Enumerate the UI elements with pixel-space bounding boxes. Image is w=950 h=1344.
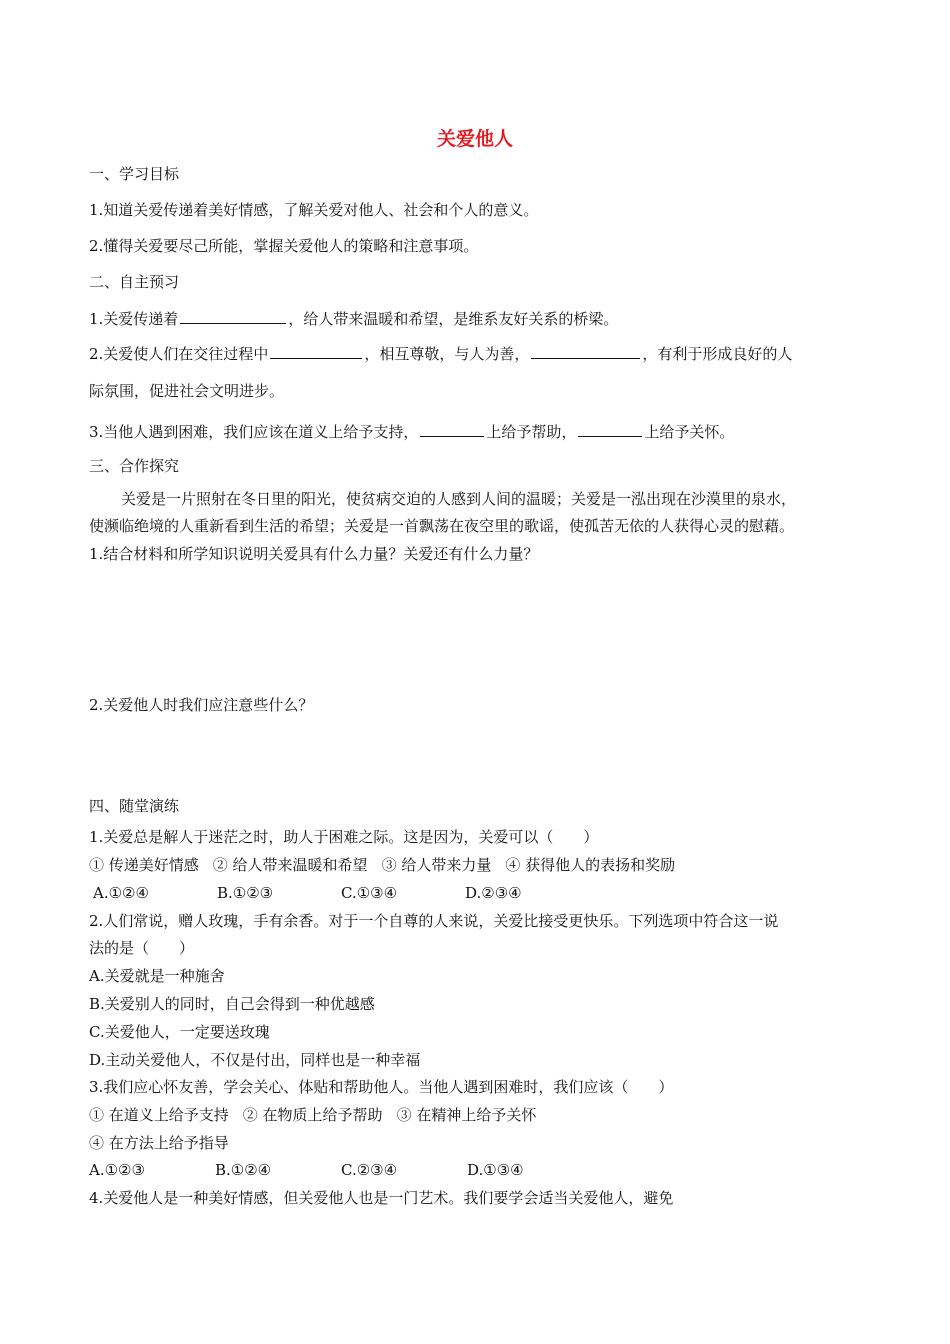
practice-question-2: 2.人们常说，赠人玫瑰，手有余香。对于一个自尊的人来说，关爱比接受更快乐。下列选项中符合这一说	[89, 912, 779, 930]
question-text: 1.关爱传递着	[89, 310, 179, 328]
statement-option: ② 在物质上给予帮助	[242, 1106, 383, 1124]
material-paragraph-line: 关爱是一片照射在冬日里的阳光，使贫病交迫的人感到人间的温暖；关爱是一泓出现在沙漠里的泉水，	[121, 490, 797, 508]
answer-choice[interactable]: B.①②③	[217, 884, 274, 902]
question-text: 2.关爱使人们在交往过程中	[89, 345, 269, 363]
preview-question-2-cont: 际氛围，促进社会文明进步。	[89, 382, 285, 400]
answer-choice[interactable]: D.主动关爱他人，不仅是付出，同样也是一种幸福	[89, 1051, 421, 1069]
answer-choice[interactable]: D.①③④	[467, 1161, 524, 1179]
statement-option: ③ 给人带来力量	[381, 856, 492, 874]
preview-question-1	[89, 308, 618, 329]
answer-choice[interactable]: C.关爱他人，一定要送玫瑰	[89, 1023, 270, 1041]
question-text: ，有利于形成良好的人	[642, 345, 793, 363]
question-text: ，相互尊敬，与人为善，	[364, 345, 530, 363]
section-heading-preview: 二、自主预习	[89, 273, 180, 291]
section-heading-goals: 一、学习目标	[89, 165, 180, 183]
statement-option: ① 传递美好情感	[89, 856, 199, 874]
statement-option: ③ 在精神上给予关怀	[396, 1106, 537, 1124]
question-text: ，给人带来温暖和希望，是维系友好关系的桥梁。	[288, 310, 619, 328]
explore-question-2: 2.关爱他人时我们应注意些什么？	[89, 696, 314, 714]
explore-question-1: 1.结合材料和所学知识说明关爱具有什么力量？关爱还有什么力量？	[89, 545, 539, 563]
question-text: 3.当他人遇到困难，我们应该在道义上给予支持，	[89, 423, 419, 441]
practice-question-2-cont: 法的是（ ）	[89, 939, 195, 957]
practice-question-1-statements	[89, 855, 689, 875]
practice-question-1: 1.关爱总是解人于迷茫之时，助人于困难之际。这是因为，关爱可以（ ）	[89, 828, 599, 846]
practice-question-3-statements	[89, 1105, 550, 1125]
question-text: 上给予关怀。	[644, 423, 735, 441]
practice-question-1-choices	[93, 883, 589, 903]
section-heading-practice: 四、随堂演练	[89, 797, 180, 815]
answer-choice[interactable]: C.①③④	[341, 884, 398, 902]
fill-blank[interactable]	[531, 343, 640, 359]
material-paragraph-line: 使濒临绝境的人重新看到生活的希望；关爱是一首飘荡在夜空里的歌谣，使孤苦无依的人获得心灵的慰藉。	[89, 517, 795, 535]
answer-choice[interactable]: D.②③④	[465, 884, 522, 902]
preview-question-3	[89, 421, 734, 442]
goal-item: 2.懂得关爱要尽己所能，掌握关爱他人的策略和注意事项。	[89, 237, 479, 255]
answer-choice[interactable]: C.②③④	[341, 1161, 398, 1179]
statement-option: ④ 获得他人的表扬和奖励	[505, 856, 676, 874]
fill-blank[interactable]	[270, 343, 362, 359]
goal-item: 1.知道关爱传递着美好情感，了解关爱对他人、社会和个人的意义。	[89, 201, 539, 219]
practice-question-4: 4.关爱他人是一种美好情感，但关爱他人也是一门艺术。我们要学会适当关爱他人，避免	[89, 1189, 674, 1207]
fill-blank[interactable]	[180, 308, 286, 324]
fill-blank[interactable]	[420, 421, 484, 437]
page-title: 关爱他人	[436, 128, 513, 150]
section-heading-explore: 三、合作探究	[89, 457, 180, 475]
answer-choice[interactable]: A.①②③	[89, 1161, 145, 1179]
statement-option: ① 在道义上给予支持	[89, 1106, 229, 1124]
statement-option: ② 给人带来温暖和希望	[212, 856, 368, 874]
preview-question-2	[89, 343, 792, 364]
answer-choice[interactable]: A.①②④	[93, 884, 149, 902]
fill-blank[interactable]	[578, 421, 642, 437]
statement-option: ④ 在方法上给予指导	[89, 1134, 229, 1152]
answer-choice[interactable]: B.①②④	[215, 1161, 272, 1179]
practice-question-3-choices	[89, 1160, 593, 1180]
question-text: 上给予帮助，	[486, 423, 577, 441]
practice-question-3: 3.我们应心怀友善，学会关心、体贴和帮助他人。当他人遇到困难时，我们应该（ ）	[89, 1078, 674, 1096]
answer-choice[interactable]: A.关爱就是一种施舍	[89, 967, 225, 985]
answer-choice[interactable]: B.关爱别人的同时，自己会得到一种优越感	[89, 995, 375, 1013]
